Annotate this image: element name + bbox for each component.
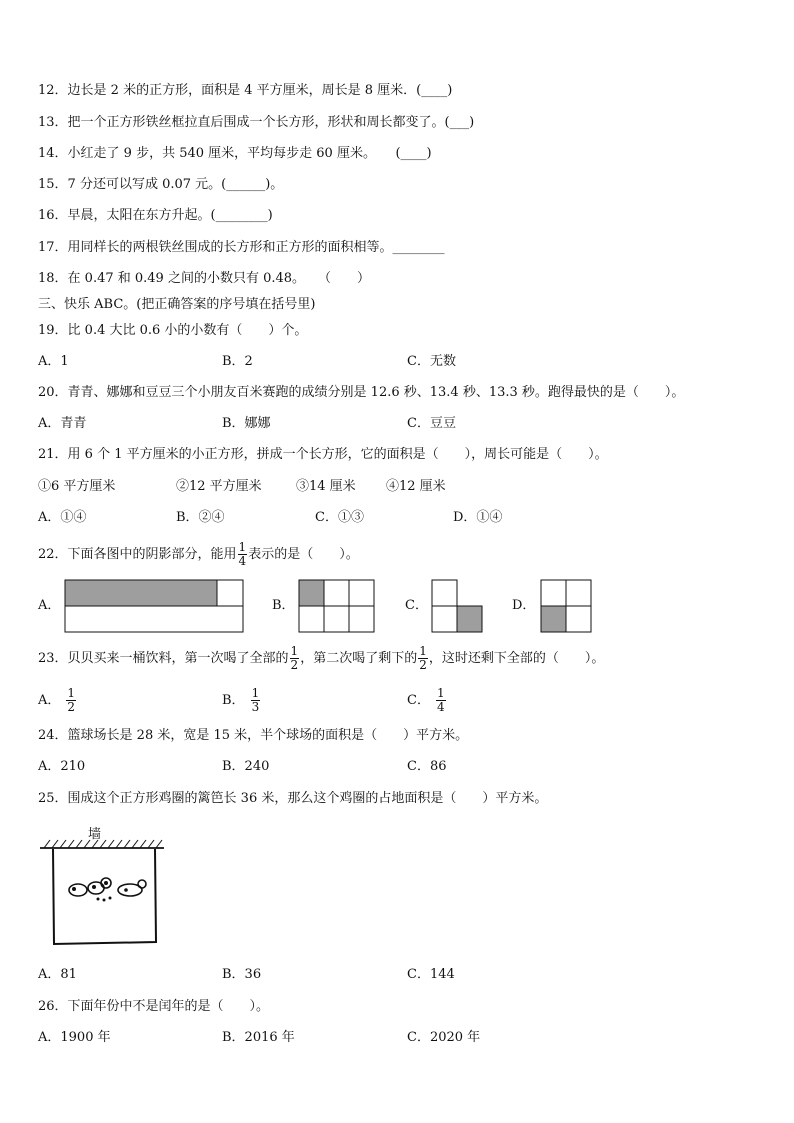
q19-option-a: A．1: [38, 354, 69, 369]
q25-option-c: C．144: [407, 967, 455, 982]
q23-option-c-label: C．: [407, 693, 430, 708]
q21-item-2: ②12 平方厘米: [176, 479, 262, 494]
q23-option-c-fraction: [436, 687, 446, 714]
q23-c-num: 1: [436, 686, 445, 700]
q23-b-den: 3: [251, 700, 260, 714]
q23-option-b: [222, 687, 261, 715]
q23-text-b: ，第二次喝了剩下的: [300, 651, 418, 666]
q26-option-b: B．2016 年: [222, 1030, 295, 1045]
q22-figure-d: [540, 579, 592, 633]
q26-option-c: C．2020 年: [407, 1030, 481, 1045]
q23-b-num: 1: [251, 686, 260, 700]
question-14: 14．小红走了 9 步，共 540 厘米，平均每步走 60 厘米。 (____): [38, 146, 432, 161]
q23-frac1-den: 2: [290, 658, 299, 672]
q21-item-4: ④12 厘米: [386, 479, 446, 494]
q19-option-b: B．2: [222, 354, 253, 369]
q21-option-b: B．②④: [176, 510, 225, 525]
q20-option-c: C．豆豆: [407, 416, 456, 431]
q21-item-3: ③14 厘米: [296, 479, 356, 494]
q26-option-a: A．1900 年: [38, 1030, 111, 1045]
q21-option-c: C．①③: [315, 510, 364, 525]
q21-option-d: D．①④: [453, 510, 503, 525]
question-23: [38, 645, 604, 673]
q22-figure-a: [64, 579, 244, 633]
wall-label: 墙: [88, 827, 102, 842]
question-18: 18．在 0.47 和 0.49 之间的小数只有 0.48。 （ ）: [38, 271, 371, 286]
chicken-coop-figure: [38, 826, 168, 950]
question-26: 26．下面年份中不是闰年的是（ ）。: [38, 999, 270, 1014]
q22-text-post: 表示的是（ ）。: [248, 547, 359, 562]
q23-c-den: 4: [436, 700, 445, 714]
q23-frac2-den: 2: [419, 658, 427, 672]
q22-label-a: A．: [38, 598, 61, 613]
q22-figure-b: [298, 579, 376, 633]
question-12: 12．边长是 2 米的正方形，面积是 4 平方厘米，周长是 8 厘米．(____): [38, 83, 453, 98]
q23-fraction-2: [418, 645, 428, 672]
q23-option-a-fraction: [66, 687, 76, 714]
q22-figure-c: [431, 579, 483, 633]
question-16: 16．早晨，太阳在东方升起。(________): [38, 208, 273, 223]
question-17: 17．用同样长的两根铁丝围成的长方形和正方形的面积相等。________: [38, 240, 445, 255]
question-20: 20．青青、娜娜和豆豆三个小朋友百米赛跑的成绩分别是 12.6 秒、13.4 秒、13.3 秒。跑得最快的是（ ）。: [38, 385, 685, 400]
q22-label-c: C．: [405, 598, 428, 613]
q20-option-a: A．青青: [38, 416, 87, 431]
q20-option-b: B．娜娜: [222, 416, 271, 431]
q23-frac1-num: 1: [290, 644, 299, 658]
question-15: 15．7 分还可以写成 0.07 元。(______)。: [38, 177, 284, 192]
q23-option-c: [407, 687, 447, 715]
q22-frac-num: 1: [238, 540, 247, 554]
question-19: 19．比 0.4 大比 0.6 小的小数有（ ）个。: [38, 323, 308, 338]
q21-option-a: A．①④: [38, 510, 87, 525]
question-22: [38, 541, 359, 568]
question-21: 21．用 6 个 1 平方厘米的小正方形，拼成一个长方形，它的面积是（ ），周长可能是（ ）。: [38, 447, 608, 462]
q22-frac-den: 4: [238, 554, 247, 568]
q22-text-pre: 22．下面各图中的阴影部分，能用: [38, 547, 237, 562]
q22-label-b: B．: [272, 598, 295, 613]
question-13: 13．把一个正方形铁丝框拉直后围成一个长方形，形状和周长都变了。(___): [38, 115, 475, 130]
q22-fraction: [238, 541, 248, 568]
q24-option-b: B．240: [222, 759, 270, 774]
q23-text-a: 23．贝贝买来一桶饮料，第一次喝了全部的: [38, 651, 289, 666]
q23-a-num: 1: [67, 686, 76, 700]
q24-option-c: C．86: [407, 759, 447, 774]
q23-option-b-fraction: [251, 687, 261, 714]
q22-label-d: D．: [512, 598, 536, 613]
q25-option-b: B．36: [222, 967, 262, 982]
q23-option-a: [38, 687, 77, 715]
q25-option-a: A．81: [38, 967, 77, 982]
question-25: 25．围成这个正方形鸡圈的篱笆长 36 米，那么这个鸡圈的占地面积是（ ）平方米。: [38, 791, 548, 806]
section-heading: 三、快乐 ABC。(把正确答案的序号填在括号里): [38, 297, 316, 312]
q23-text-c: ，这时还剩下全部的（ ）。: [428, 651, 605, 666]
q23-option-a-label: A．: [38, 693, 61, 708]
q23-option-b-label: B．: [222, 693, 245, 708]
q19-option-c: C．无数: [407, 354, 456, 369]
question-24: 24．篮球场长是 28 米，宽是 15 米，半个球场的面积是（ ）平方米。: [38, 728, 469, 743]
q23-frac2-num: 1: [419, 644, 427, 658]
q21-item-1: ①6 平方厘米: [38, 479, 116, 494]
q24-option-a: A．210: [38, 759, 86, 774]
q23-fraction-1: [290, 645, 300, 672]
q23-a-den: 2: [67, 700, 76, 714]
